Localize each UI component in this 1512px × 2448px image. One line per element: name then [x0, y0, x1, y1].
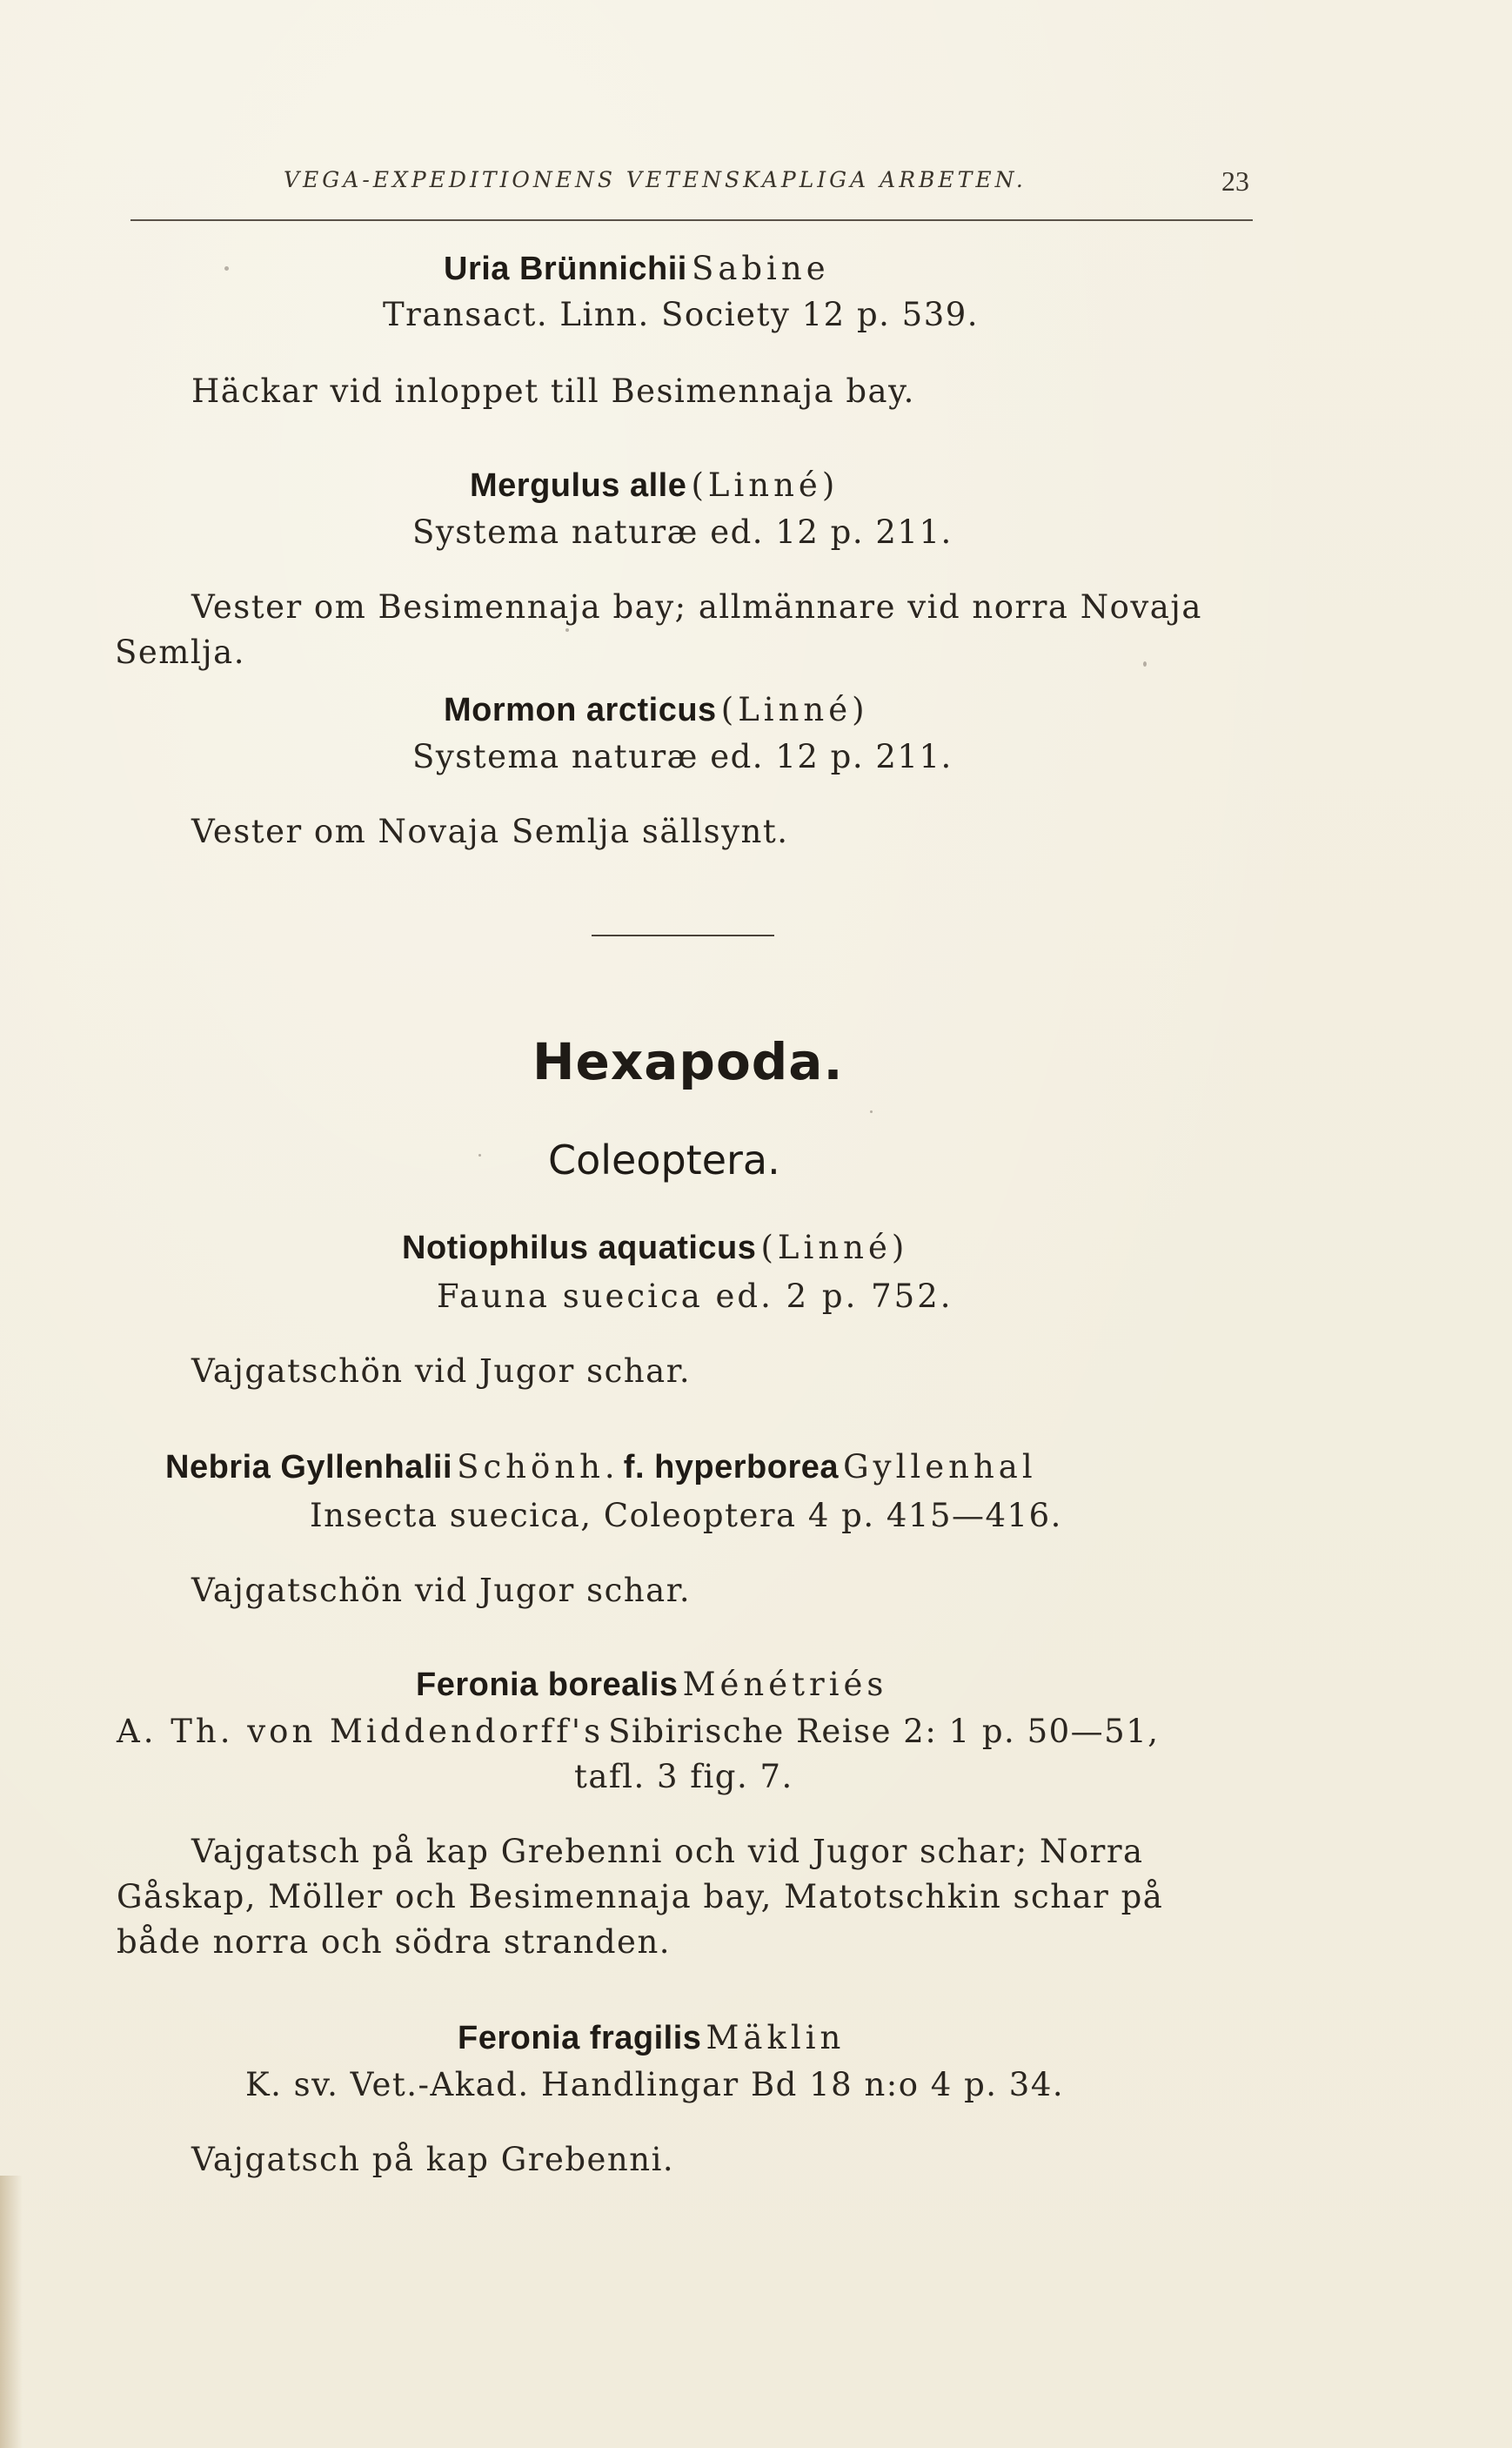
species-name: Feronia borealis — [416, 1667, 679, 1703]
section-divider — [592, 935, 774, 936]
species-note-line: Vajgatsch på kap Grebenni och vid Jugor schar; Norra — [191, 1833, 1144, 1870]
species-author: Mäklin — [706, 2019, 846, 2056]
species-heading — [444, 691, 869, 729]
species-reference-line — [117, 1713, 1160, 1750]
paper-speck — [1143, 661, 1147, 667]
form-author: Gyllenhal — [843, 1448, 1037, 1486]
species-reference: Systema naturæ ed. 12 p. 211. — [412, 738, 953, 775]
species-note-line: Gåskap, Möller och Besimennaja bay, Matotschkin schar på — [117, 1878, 1164, 1915]
species-author: (Linné) — [691, 466, 840, 504]
species-author: Schönh. — [457, 1448, 619, 1486]
species-reference: Insecta suecica, Coleoptera 4 p. 415—416. — [310, 1497, 1062, 1534]
species-heading — [165, 1448, 1037, 1486]
species-name: Uria Brünnichii — [444, 251, 687, 287]
species-reference: Fauna suecica ed. 2 p. 752. — [437, 1278, 953, 1315]
species-author: (Linné) — [760, 1229, 909, 1266]
header-rule — [130, 219, 1253, 221]
section-title: Hexapoda. — [532, 1032, 844, 1091]
species-heading — [458, 2019, 845, 2057]
paper-speck — [565, 628, 569, 632]
species-heading — [416, 1666, 887, 1704]
reference-title: Sibirische Reise 2: 1 p. 50—51, — [608, 1713, 1160, 1750]
species-note: Vajgatschön vid Jugor schar. — [191, 1352, 692, 1390]
paper-speck — [478, 1154, 481, 1157]
species-reference-line: tafl. 3 fig. 7. — [574, 1758, 793, 1795]
species-heading — [444, 250, 830, 288]
page-number: 23 — [1221, 165, 1249, 197]
species-note-line: Semlja. — [115, 634, 245, 671]
order-title: Coleoptera. — [548, 1137, 780, 1184]
species-author: (Linné) — [720, 691, 869, 728]
running-title: VEGA-EXPEDITIONENS VETENSKAPLIGA ARBETEN. — [284, 167, 1027, 192]
form-name: f. hyperborea — [623, 1449, 840, 1486]
species-name: Nebria Gyllenhalii — [165, 1449, 452, 1486]
species-name: Notiophilus aquaticus — [402, 1230, 757, 1266]
reference-author: A. Th. von Middendorff's — [117, 1713, 605, 1750]
species-note: Vester om Novaja Semlja sällsynt. — [191, 813, 789, 850]
species-heading — [470, 466, 839, 505]
species-note: Vajgatschön vid Jugor schar. — [191, 1572, 692, 1609]
paper-speck — [224, 266, 229, 271]
species-heading — [402, 1229, 908, 1267]
species-name: Mergulus alle — [470, 467, 687, 504]
species-reference: Transact. Linn. Society 12 p. 539. — [383, 296, 980, 333]
species-note-line: både norra och södra stranden. — [117, 1923, 672, 1961]
species-note: Häckar vid inloppet till Besimennaja bay. — [191, 372, 915, 410]
species-name: Mormon arcticus — [444, 692, 717, 728]
paper-speck — [870, 1110, 873, 1113]
species-reference: K. sv. Vet.-Akad. Handlingar Bd 18 n:o 4 p. 34. — [245, 2066, 1065, 2103]
species-author: Sabine — [691, 250, 830, 287]
species-name: Feronia fragilis — [458, 2020, 702, 2056]
species-reference: Systema naturæ ed. 12 p. 211. — [412, 513, 953, 551]
species-author: Ménétriés — [682, 1666, 888, 1703]
species-note: Vajgatsch på kap Grebenni. — [191, 2141, 675, 2178]
page-edge-stain — [0, 2176, 23, 2448]
species-note-line: Vester om Besimennaja bay; allmännare vid norra Novaja — [191, 588, 1202, 626]
